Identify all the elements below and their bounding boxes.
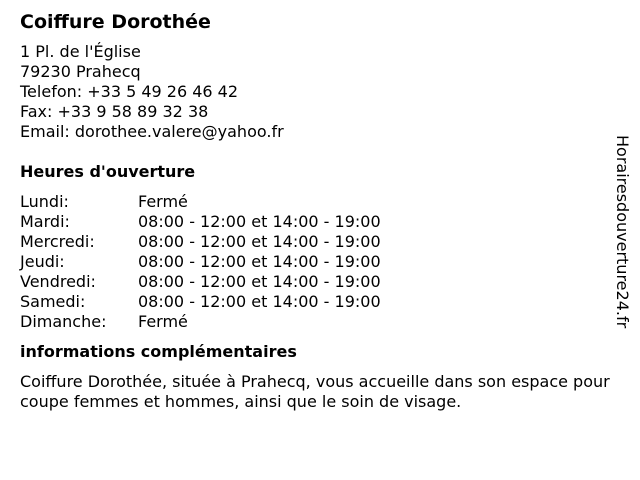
phone-number: Telefon: +33 5 49 26 46 42 bbox=[20, 82, 239, 101]
hours-day: Samedi: bbox=[20, 292, 86, 311]
hours-row-lundi bbox=[20, 192, 610, 212]
hours-day: Dimanche: bbox=[20, 312, 107, 331]
email-address: Email: dorothee.valere@yahoo.fr bbox=[20, 122, 284, 141]
address-street: 1 Pl. de l'Église bbox=[20, 42, 141, 61]
site-watermark: Horairesdouverture24.fr bbox=[613, 135, 632, 329]
hours-day: Mardi: bbox=[20, 212, 70, 231]
hours-table bbox=[20, 192, 610, 332]
business-name: Coiffure Dorothée bbox=[20, 11, 211, 33]
info-heading: informations complémentaires bbox=[20, 342, 297, 361]
hours-day: Lundi: bbox=[20, 192, 69, 211]
address-city: 79230 Prahecq bbox=[20, 62, 141, 81]
hours-row-dimanche bbox=[20, 312, 610, 332]
hours-value: 08:00 - 12:00 et 14:00 - 19:00 bbox=[138, 292, 381, 311]
fax-number: Fax: +33 9 58 89 32 38 bbox=[20, 102, 209, 121]
hours-value: 08:00 - 12:00 et 14:00 - 19:00 bbox=[138, 252, 381, 271]
hours-row-mardi bbox=[20, 212, 610, 232]
hours-value: 08:00 - 12:00 et 14:00 - 19:00 bbox=[138, 232, 381, 251]
hours-row-jeudi bbox=[20, 252, 610, 272]
hours-row-samedi bbox=[20, 292, 610, 312]
hours-row-mercredi bbox=[20, 232, 610, 252]
hours-value: Fermé bbox=[138, 312, 188, 331]
business-description: Coiffure Dorothée, située à Prahecq, vous accueille dans son espace pour coupe femmes et hommes, ainsi que le soin de visage. bbox=[20, 372, 610, 411]
hours-value: 08:00 - 12:00 et 14:00 - 19:00 bbox=[138, 272, 381, 291]
hours-day: Vendredi: bbox=[20, 272, 96, 291]
hours-day: Jeudi: bbox=[20, 252, 65, 271]
hours-value: Fermé bbox=[138, 192, 188, 211]
hours-row-vendredi bbox=[20, 272, 610, 292]
hours-heading: Heures d'ouverture bbox=[20, 162, 196, 181]
hours-value: 08:00 - 12:00 et 14:00 - 19:00 bbox=[138, 212, 381, 231]
business-info-panel bbox=[20, 10, 610, 412]
hours-day: Mercredi: bbox=[20, 232, 95, 251]
